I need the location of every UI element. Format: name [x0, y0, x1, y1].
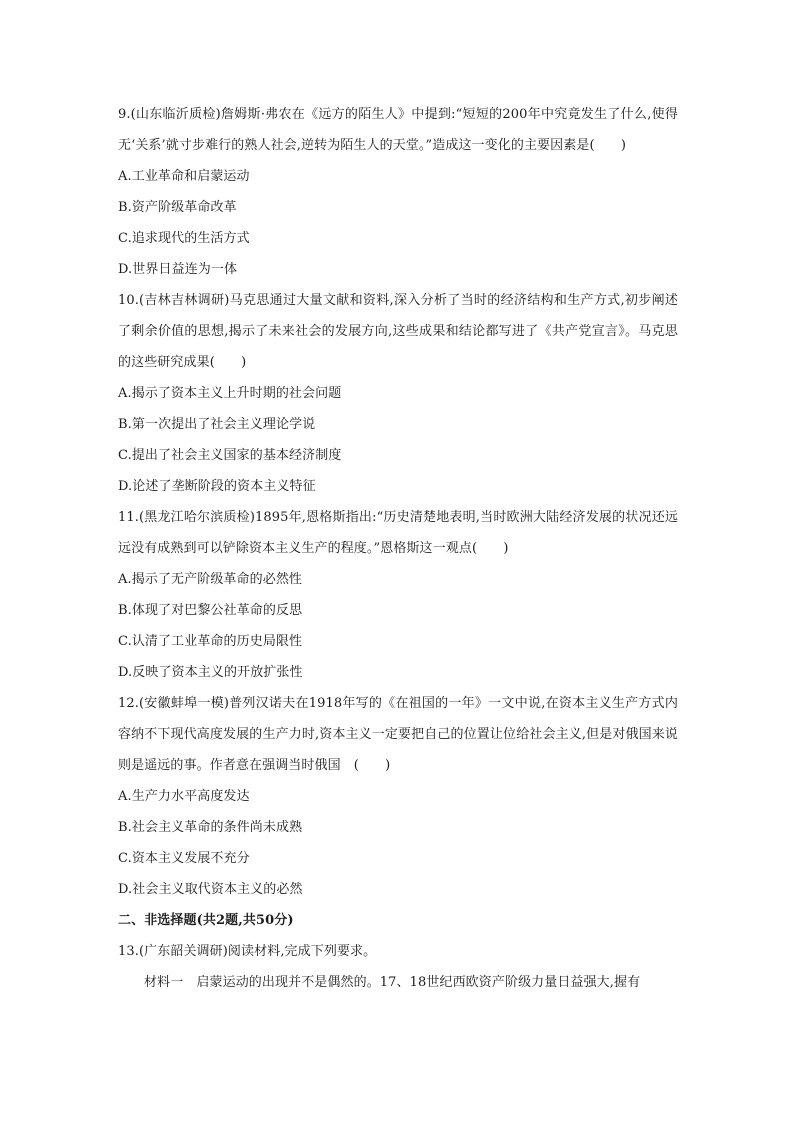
question-9 [118, 99, 678, 285]
question-10 [118, 285, 678, 502]
option-b: B.第一次提出了社会主义理论学说 [118, 417, 316, 432]
option-b: B.资产阶级革命改革 [118, 200, 237, 215]
option-d: D.论述了垄断阶段的资本主义特征 [118, 479, 316, 494]
option-a: A.揭示了无产阶级革命的必然性 [118, 572, 303, 587]
page-content [118, 99, 678, 998]
option-c: C.追求现代的生活方式 [118, 231, 250, 246]
option-d: D.反映了资本主义的开放扩张性 [118, 665, 303, 680]
question-stem: 9.(山东临沂质检)詹姆斯·弗农在《远方的陌生人》中提到:“短短的200年中究竟发生了什么,使得无‘关系’就寸步难行的熟人社会,逆转为陌生人的天堂。”造成这一变化的主要因素是( ) [118, 107, 678, 153]
question-stem: 12.(安徽蚌埠一模)普列汉诺夫在1918年写的《在祖国的一年》一文中说,在资本主义生产方式内容纳不下现代高度发展的生产力时,资本主义一定要把自己的位置让位给社会主义,但是对俄国来说则是遥远的事。作者意在强调当时俄国 ( ) [118, 696, 678, 773]
option-a: A.生产力水平高度发达 [118, 789, 250, 804]
option-d: D.世界日益连为一体 [118, 262, 238, 277]
option-b: B.社会主义革命的条件尚未成熟 [118, 820, 303, 835]
question-stem: 11.(黑龙江哈尔滨质检)1895年,恩格斯指出:“历史清楚地表明,当时欧洲大陆经济发展的状况还远远没有成熟到可以铲除资本主义生产的程度。”恩格斯这一观点( ) [118, 510, 678, 556]
question-stem: 13.(广东韶关调研)阅读材料,完成下列要求。 [118, 944, 377, 959]
question-stem: 10.(吉林吉林调研)马克思通过大量文献和资料,深入分析了当时的经济结构和生产方式,初步阐述了剩余价值的思想,揭示了未来社会的发展方向,这些成果和结论都写进了《共产党宣言》。马克思的这些研究成果( ) [118, 293, 678, 370]
section-heading: 二、非选择题(共2题,共50分) [118, 913, 294, 928]
option-d: D.社会主义取代资本主义的必然 [118, 882, 303, 897]
question-11 [118, 502, 678, 688]
option-b: B.体现了对巴黎公社革命的反思 [118, 603, 303, 618]
option-c: C.提出了社会主义国家的基本经济制度 [118, 448, 342, 463]
option-c: C.认清了工业革命的历史局限性 [118, 634, 303, 649]
option-a: A.揭示了资本主义上升时期的社会问题 [118, 386, 342, 401]
question-13 [118, 936, 678, 998]
option-c: C.资本主义发展不充分 [118, 851, 250, 866]
question-12 [118, 688, 678, 905]
material-paragraph: 材料一 启蒙运动的出现并不是偶然的。17、18世纪西欧资产阶级力量日益强大,握有 [144, 975, 641, 990]
option-a: A.工业革命和启蒙运动 [118, 169, 250, 184]
